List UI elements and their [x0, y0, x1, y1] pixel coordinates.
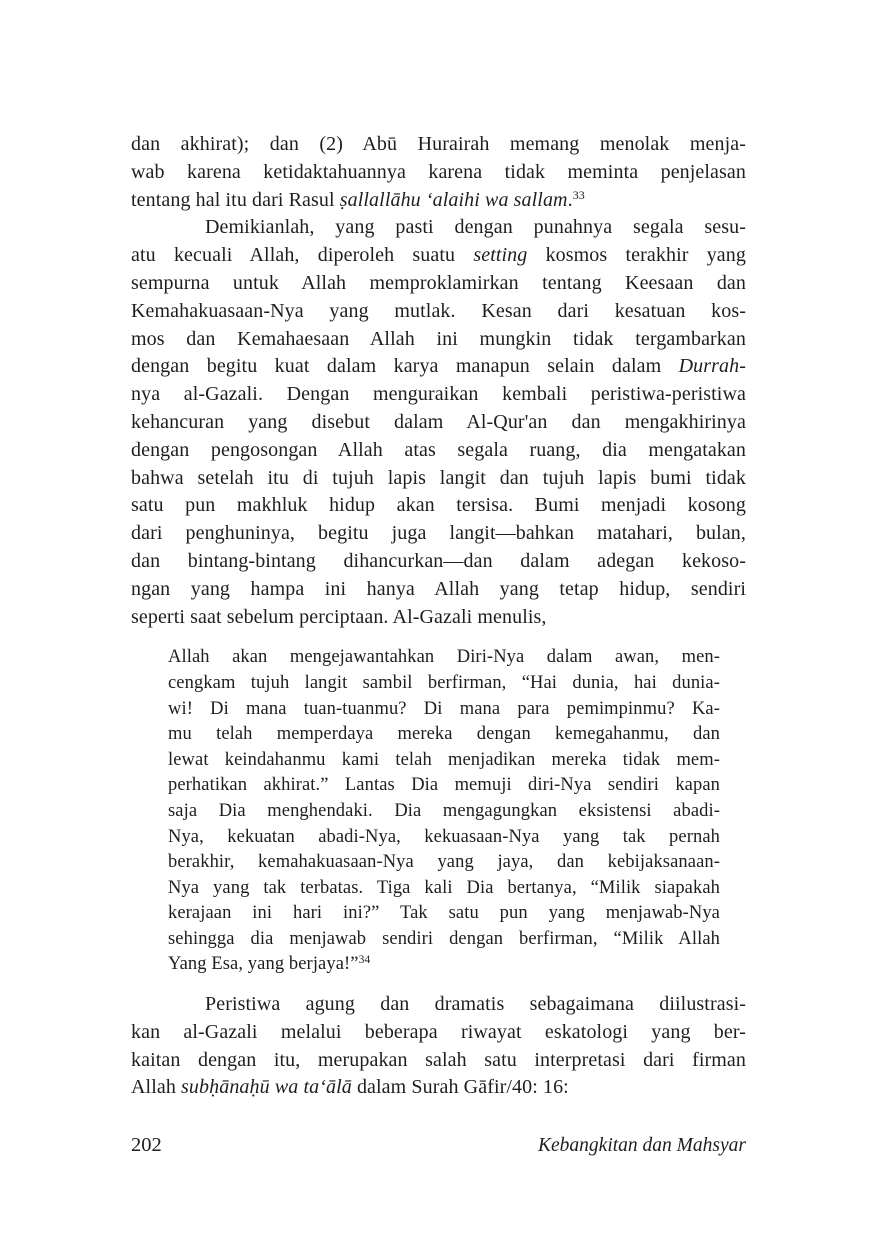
text-run: kan al-Gazali melalui beberapa riwayat eskatologi yang ber- — [131, 1020, 746, 1043]
text-run: Demikianlah, yang pasti dengan punahnya segala sesu- — [205, 216, 746, 239]
text-run: wi! Di mana tuan-tuanmu? Di mana para pemimpinmu? Ka- — [168, 698, 720, 719]
text-line — [131, 991, 746, 1019]
text-run: Yang Esa, yang berjaya!” — [168, 954, 359, 975]
text-line — [131, 214, 746, 242]
text-line — [131, 353, 746, 381]
text-run: kosmos terakhir yang — [527, 244, 746, 267]
text-line — [168, 825, 720, 851]
text-line — [131, 326, 746, 354]
text-run: . — [567, 188, 573, 211]
page-footer — [131, 1134, 746, 1157]
text-line — [168, 645, 720, 671]
text-line — [168, 876, 720, 902]
text-run: ngan yang hampa ini hanya Allah yang tetap hidup, sendiri — [131, 577, 746, 600]
text-line — [168, 773, 720, 799]
text-run: saja Dia menghendaki. Dia mengagungkan eksistensi abadi- — [168, 800, 720, 821]
text-run: Kemahakuasaan-Nya yang mutlak. Kesan dari kesatuan kos- — [131, 299, 746, 322]
text-line — [168, 799, 720, 825]
text-line — [131, 1074, 746, 1102]
text-run: tentang hal itu dari Rasul — [131, 188, 340, 211]
text-run: mu telah memperdaya mereka dengan kemegahanmu, dan — [168, 724, 720, 745]
text-line — [131, 1047, 746, 1075]
page-body — [131, 131, 746, 1102]
text-line — [131, 381, 746, 409]
text-run: perhatikan akhirat.” Lantas Dia memuji diri-Nya sendiri kapan — [168, 775, 720, 796]
text-run: wab karena ketidaktahuannya karena tidak meminta penjelasan — [131, 160, 746, 183]
text-run: kehancuran yang disebut dalam Al-Qur'an dan mengakhirinya — [131, 410, 746, 433]
italic-text-run: ṣallallāhu ‘alaihi wa sallam — [339, 188, 568, 211]
block-quote-al-gazali — [168, 645, 720, 978]
text-line — [131, 520, 746, 548]
text-run: Allah akan mengejawantahkan Diri-Nya dalam awan, men- — [168, 647, 720, 668]
text-run: Peristiwa agung dan dramatis sebagaimana diilustrasi- — [205, 993, 746, 1016]
text-run: berakhir, kemahakuasaan-Nya yang jaya, dan kebijaksanaan- — [168, 852, 720, 873]
italic-text-run: setting — [473, 244, 528, 267]
text-run: Allah — [131, 1076, 182, 1099]
text-run: sempurna untuk Allah memproklamirkan tentang Keesaan dan — [131, 271, 746, 294]
text-line — [168, 671, 720, 697]
text-line — [131, 409, 746, 437]
text-run: dengan begitu kuat dalam karya manapun selain dalam — [131, 355, 679, 378]
text-run: kaitan dengan itu, merupakan salah satu interpretasi dari firman — [131, 1048, 746, 1071]
text-run: kerajaan ini hari ini?” Tak satu pun yang menjawab-Nya — [168, 903, 720, 924]
text-run: atu kecuali Allah, diperoleh suatu — [131, 244, 474, 267]
footnote-marker: 34 — [358, 954, 371, 967]
text-line — [131, 159, 746, 187]
footnote-marker: 33 — [572, 187, 585, 202]
text-line — [131, 187, 746, 215]
text-line — [168, 697, 720, 723]
text-run: dalam Surah Gāfir/40: 16: — [351, 1076, 569, 1099]
text-line — [168, 748, 720, 774]
paragraph-demikianlah — [131, 214, 746, 631]
paragraph-abu-hurairah-continuation — [131, 131, 746, 214]
text-line — [168, 927, 720, 953]
text-run: Nya yang tak terbatas. Tiga kali Dia bertanya, “Milik siapakah — [168, 877, 720, 898]
page-number: 202 — [131, 1134, 162, 1156]
text-line — [131, 298, 746, 326]
text-run: Nya, kekuatan abadi-Nya, kekuasaan-Nya yang tak pernah — [168, 826, 720, 847]
text-run: cengkam tujuh langit sambil berfirman, “Hai dunia, hai dunia- — [168, 672, 720, 693]
text-run: dan akhirat); dan (2) Abū Hurairah memang menolak menja- — [131, 133, 746, 155]
italic-text-run: subḥānaḥū wa ta‘ālā — [181, 1076, 352, 1099]
text-run: satu pun makhluk hidup akan tersisa. Bumi menjadi kosong — [131, 494, 746, 517]
paragraph-peristiwa-agung — [131, 991, 746, 1102]
text-run: sehingga dia menjawab sendiri dengan berfirman, “Milik Allah — [168, 928, 720, 949]
text-line — [131, 437, 746, 465]
text-line — [131, 604, 746, 632]
text-run: dari penghuninya, begitu juga langit—bahkan matahari, bulan, — [131, 522, 746, 545]
text-line — [131, 270, 746, 298]
text-run: nya al-Gazali. Dengan menguraikan kembali peristiwa-peristiwa — [131, 383, 746, 406]
text-line — [131, 576, 746, 604]
text-run: dengan pengosongan Allah atas segala ruang, dia mengatakan — [131, 438, 746, 461]
text-run: mos dan Kemahaesaan Allah ini mungkin tidak tergambarkan — [131, 327, 746, 350]
text-line — [168, 850, 720, 876]
italic-text-run: Durrah- — [678, 355, 746, 378]
text-run: seperti saat sebelum perciptaan. Al-Gazali menulis, — [131, 605, 547, 628]
text-line — [168, 901, 720, 927]
text-line — [168, 722, 720, 748]
text-line — [168, 952, 720, 978]
text-run: dan bintang-bintang dihancurkan—dan dalam adegan kekoso- — [131, 549, 746, 572]
text-line — [131, 492, 746, 520]
text-line — [131, 548, 746, 576]
text-line — [131, 242, 746, 270]
text-run: bahwa setelah itu di tujuh lapis langit dan tujuh lapis bumi tidak — [131, 466, 746, 489]
text-line — [131, 1019, 746, 1047]
text-line — [131, 131, 746, 159]
running-title: Kebangkitan dan Mahsyar — [538, 1135, 746, 1156]
text-run: lewat keindahanmu kami telah menjadikan mereka tidak mem- — [168, 749, 720, 770]
text-line — [131, 465, 746, 493]
